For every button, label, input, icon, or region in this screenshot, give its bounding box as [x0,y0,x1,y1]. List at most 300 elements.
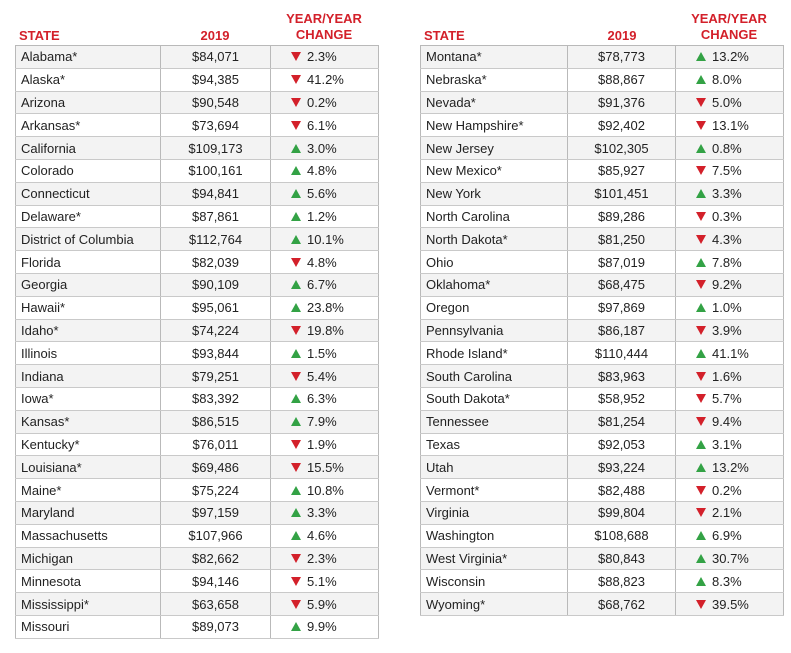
arrow-up-icon [291,508,301,517]
salary-cell: $87,019 [568,251,676,274]
table-row [16,456,379,479]
arrow-down-icon [291,372,301,381]
table-row [16,593,379,616]
state-cell: South Carolina [421,365,568,388]
salary-cell: $89,073 [161,615,271,638]
arrow-up-icon [696,303,706,312]
salary-cell: $88,867 [568,68,676,91]
salary-cell: $88,823 [568,570,676,593]
year-column-header: 2019 [200,28,230,43]
arrow-down-icon [291,75,301,84]
salary-cell: $76,011 [161,433,271,456]
change-value: 8.3% [712,573,742,589]
salary-table-right [420,45,784,616]
table-row [421,159,784,182]
change-cell [676,524,784,547]
table-row [421,342,784,365]
salary-cell: $82,488 [568,479,676,502]
arrow-up-icon [291,349,301,358]
table-row [16,159,379,182]
arrow-down-icon [291,326,301,335]
table-row [421,410,784,433]
salary-cell: $83,392 [161,387,271,410]
table-row [16,433,379,456]
table-row [421,205,784,228]
table-row [16,296,379,319]
change-cell [271,46,379,69]
arrow-up-icon [291,622,301,631]
table-row [421,593,784,616]
salary-cell: $89,286 [568,205,676,228]
state-cell: Alaska* [16,68,161,91]
change-value: 41.2% [307,72,344,88]
state-cell: North Carolina [421,205,568,228]
table-row [16,319,379,342]
change-value: 7.9% [307,414,337,430]
salary-cell: $81,254 [568,410,676,433]
state-cell: Connecticut [16,182,161,205]
arrow-down-icon [696,372,706,381]
state-cell: North Dakota* [421,228,568,251]
table-row [16,251,379,274]
table-row [421,319,784,342]
salary-cell: $84,071 [161,46,271,69]
salary-cell: $99,804 [568,501,676,524]
change-value: 0.3% [712,208,742,224]
change-cell [271,456,379,479]
arrow-up-icon [696,554,706,563]
change-value: 3.3% [307,505,337,521]
change-cell [676,433,784,456]
salary-cell: $82,662 [161,547,271,570]
salary-cell: $86,187 [568,319,676,342]
table-row [16,68,379,91]
arrow-down-icon [696,235,706,244]
change-column-header: YEAR/YEAR CHANGE [691,11,767,42]
table-row [16,524,379,547]
change-value: 7.5% [712,163,742,179]
state-cell: West Virginia* [421,547,568,570]
change-cell [271,615,379,638]
salary-cell: $78,773 [568,46,676,69]
salary-cell: $93,844 [161,342,271,365]
salary-cell: $108,688 [568,524,676,547]
state-cell: Wyoming* [421,593,568,616]
salary-cell: $101,451 [568,182,676,205]
arrow-up-icon [291,212,301,221]
state-cell: Ohio [421,251,568,274]
arrow-down-icon [291,577,301,586]
table-row [421,114,784,137]
change-cell [271,319,379,342]
table-row [421,68,784,91]
arrow-up-icon [291,280,301,289]
arrow-down-icon [291,258,301,267]
table-row [16,273,379,296]
change-cell [271,387,379,410]
change-cell [676,46,784,69]
change-value: 5.1% [307,573,337,589]
left-table-panel [15,8,378,639]
change-value: 2.1% [712,505,742,521]
state-cell: Kansas* [16,410,161,433]
change-value: 13.2% [712,459,749,475]
change-value: 3.1% [712,436,742,452]
salary-cell: $97,159 [161,501,271,524]
change-value: 1.6% [712,368,742,384]
change-cell [676,456,784,479]
change-cell [271,524,379,547]
table-row [421,91,784,114]
state-column-header: STATE [424,28,465,43]
state-cell: Virginia [421,501,568,524]
change-value: 7.8% [712,254,742,270]
change-cell [271,228,379,251]
arrow-down-icon [696,212,706,221]
state-cell: Michigan [16,547,161,570]
change-value: 6.7% [307,277,337,293]
table-row [16,182,379,205]
change-value: 3.3% [712,186,742,202]
state-cell: Arizona [16,91,161,114]
arrow-down-icon [291,121,301,130]
table-row [421,433,784,456]
arrow-down-icon [291,463,301,472]
salary-cell: $93,224 [568,456,676,479]
arrow-down-icon [291,52,301,61]
state-cell: Georgia [16,273,161,296]
arrow-down-icon [696,326,706,335]
arrow-up-icon [696,144,706,153]
change-cell [271,205,379,228]
salary-table-left [15,45,379,639]
arrow-down-icon [696,98,706,107]
change-value: 4.3% [712,231,742,247]
salary-cell: $112,764 [161,228,271,251]
state-cell: Washington [421,524,568,547]
change-value: 4.8% [307,254,337,270]
change-cell [271,296,379,319]
change-value: 1.5% [307,345,337,361]
arrow-down-icon [696,486,706,495]
table-row [421,273,784,296]
state-cell: Pennsylvania [421,319,568,342]
salary-cell: $94,385 [161,68,271,91]
change-value: 5.0% [712,94,742,110]
salary-cell: $107,966 [161,524,271,547]
state-cell: Missouri [16,615,161,638]
state-cell: Wisconsin [421,570,568,593]
arrow-up-icon [696,75,706,84]
change-value: 1.2% [307,208,337,224]
change-cell [271,570,379,593]
change-value: 5.6% [307,186,337,202]
change-cell [271,251,379,274]
arrow-up-icon [291,144,301,153]
change-value: 1.0% [712,300,742,316]
state-cell: Montana* [421,46,568,69]
change-value: 6.3% [307,391,337,407]
change-value: 5.4% [307,368,337,384]
change-cell [676,251,784,274]
state-cell: Hawaii* [16,296,161,319]
state-cell: California [16,137,161,160]
salary-cell: $97,869 [568,296,676,319]
salary-cell: $100,161 [161,159,271,182]
arrow-up-icon [291,166,301,175]
table-row [16,137,379,160]
salary-cell: $95,061 [161,296,271,319]
change-cell [676,296,784,319]
table-row [16,46,379,69]
state-cell: Oklahoma* [421,273,568,296]
table-header [420,8,783,45]
salary-cell: $82,039 [161,251,271,274]
state-cell: Nebraska* [421,68,568,91]
change-value: 13.1% [712,117,749,133]
table-row [16,365,379,388]
table-row [16,387,379,410]
table-header [15,8,378,45]
change-cell [676,228,784,251]
arrow-up-icon [291,531,301,540]
state-cell: New Jersey [421,137,568,160]
change-value: 30.7% [712,550,749,566]
change-value: 4.8% [307,163,337,179]
salary-cell: $110,444 [568,342,676,365]
table-row [421,501,784,524]
table-row [16,615,379,638]
change-value: 9.9% [307,619,337,635]
salary-cell: $81,250 [568,228,676,251]
state-cell: Arkansas* [16,114,161,137]
change-cell [271,365,379,388]
change-cell [676,570,784,593]
state-cell: District of Columbia [16,228,161,251]
change-value: 23.8% [307,300,344,316]
state-cell: Massachusetts [16,524,161,547]
arrow-down-icon [291,554,301,563]
table-row [421,182,784,205]
change-value: 41.1% [712,345,749,361]
state-cell: Alabama* [16,46,161,69]
state-cell: Kentucky* [16,433,161,456]
change-cell [271,410,379,433]
state-cell: Colorado [16,159,161,182]
change-value: 1.9% [307,436,337,452]
table-row [16,547,379,570]
arrow-up-icon [696,189,706,198]
arrow-up-icon [696,531,706,540]
table-row [16,114,379,137]
arrow-up-icon [291,394,301,403]
arrow-up-icon [291,189,301,198]
change-value: 19.8% [307,322,344,338]
table-row [16,410,379,433]
state-cell: Tennessee [421,410,568,433]
right-table-panel [420,8,783,616]
arrow-down-icon [696,166,706,175]
change-cell [271,433,379,456]
salary-cell: $85,927 [568,159,676,182]
change-cell [676,501,784,524]
change-value: 0.2% [712,482,742,498]
state-cell: Delaware* [16,205,161,228]
state-cell: Oregon [421,296,568,319]
arrow-up-icon [696,258,706,267]
arrow-down-icon [291,600,301,609]
change-cell [676,137,784,160]
change-value: 0.2% [307,94,337,110]
table-row [16,91,379,114]
arrow-down-icon [291,98,301,107]
state-cell: New Mexico* [421,159,568,182]
arrow-up-icon [696,577,706,586]
change-value: 0.8% [712,140,742,156]
change-cell [271,342,379,365]
arrow-down-icon [696,121,706,130]
change-cell [676,159,784,182]
change-cell [676,319,784,342]
change-value: 6.9% [712,528,742,544]
change-value: 3.9% [712,322,742,338]
salary-cell: $83,963 [568,365,676,388]
table-row [421,228,784,251]
state-cell: Indiana [16,365,161,388]
change-value: 2.3% [307,49,337,65]
change-cell [271,479,379,502]
table-row [16,570,379,593]
state-cell: Illinois [16,342,161,365]
table-row [16,228,379,251]
table-row [16,342,379,365]
change-cell [271,501,379,524]
state-cell: Idaho* [16,319,161,342]
salary-cell: $73,694 [161,114,271,137]
change-cell [676,365,784,388]
salary-cell: $90,548 [161,91,271,114]
change-cell [271,182,379,205]
state-cell: Louisiana* [16,456,161,479]
salary-cell: $94,146 [161,570,271,593]
change-cell [676,593,784,616]
year-column-header: 2019 [607,28,637,43]
table-row [421,387,784,410]
change-cell [271,68,379,91]
change-value: 5.9% [307,596,337,612]
salary-cell: $92,402 [568,114,676,137]
change-value: 8.0% [712,72,742,88]
state-cell: Mississippi* [16,593,161,616]
state-cell: Rhode Island* [421,342,568,365]
salary-cell: $92,053 [568,433,676,456]
change-value: 9.2% [712,277,742,293]
arrow-up-icon [291,417,301,426]
change-column-header: YEAR/YEAR CHANGE [286,11,362,42]
table-row [421,456,784,479]
table-row [421,547,784,570]
change-cell [271,137,379,160]
salary-cell: $86,515 [161,410,271,433]
table-row [421,296,784,319]
arrow-up-icon [291,235,301,244]
arrow-up-icon [696,52,706,61]
salary-cell: $80,843 [568,547,676,570]
change-value: 9.4% [712,414,742,430]
salary-cell: $74,224 [161,319,271,342]
change-value: 2.3% [307,550,337,566]
salary-cell: $109,173 [161,137,271,160]
salary-cell: $90,109 [161,273,271,296]
change-cell [676,182,784,205]
change-cell [271,547,379,570]
change-cell [676,479,784,502]
state-cell: Minnesota [16,570,161,593]
state-cell: Maine* [16,479,161,502]
salary-cell: $87,861 [161,205,271,228]
table-row [16,501,379,524]
arrow-up-icon [291,486,301,495]
salary-cell: $91,376 [568,91,676,114]
arrow-down-icon [696,508,706,517]
change-cell [271,114,379,137]
table-row [421,479,784,502]
change-value: 10.8% [307,482,344,498]
arrow-up-icon [291,303,301,312]
change-cell [676,387,784,410]
table-row [421,137,784,160]
change-value: 39.5% [712,596,749,612]
salary-cell: $63,658 [161,593,271,616]
salary-cell: $69,486 [161,456,271,479]
state-cell: Maryland [16,501,161,524]
arrow-down-icon [696,394,706,403]
arrow-up-icon [696,349,706,358]
state-cell: South Dakota* [421,387,568,410]
change-value: 4.6% [307,528,337,544]
change-cell [676,205,784,228]
change-value: 15.5% [307,459,344,475]
salary-cell: $94,841 [161,182,271,205]
arrow-down-icon [696,600,706,609]
change-cell [271,159,379,182]
change-value: 5.7% [712,391,742,407]
change-value: 3.0% [307,140,337,156]
table-row [421,365,784,388]
table-row [16,205,379,228]
state-cell: New Hampshire* [421,114,568,137]
change-value: 6.1% [307,117,337,133]
change-cell [676,91,784,114]
change-cell [271,91,379,114]
change-cell [676,410,784,433]
arrow-down-icon [696,280,706,289]
table-row [421,251,784,274]
table-row [421,570,784,593]
state-column-header: STATE [19,28,60,43]
salary-cell: $58,952 [568,387,676,410]
state-cell: Texas [421,433,568,456]
change-cell [676,114,784,137]
table-row [421,524,784,547]
arrow-down-icon [291,440,301,449]
state-cell: Nevada* [421,91,568,114]
salary-cell: $79,251 [161,365,271,388]
arrow-down-icon [696,417,706,426]
change-cell [271,593,379,616]
state-cell: Utah [421,456,568,479]
table-row [421,46,784,69]
